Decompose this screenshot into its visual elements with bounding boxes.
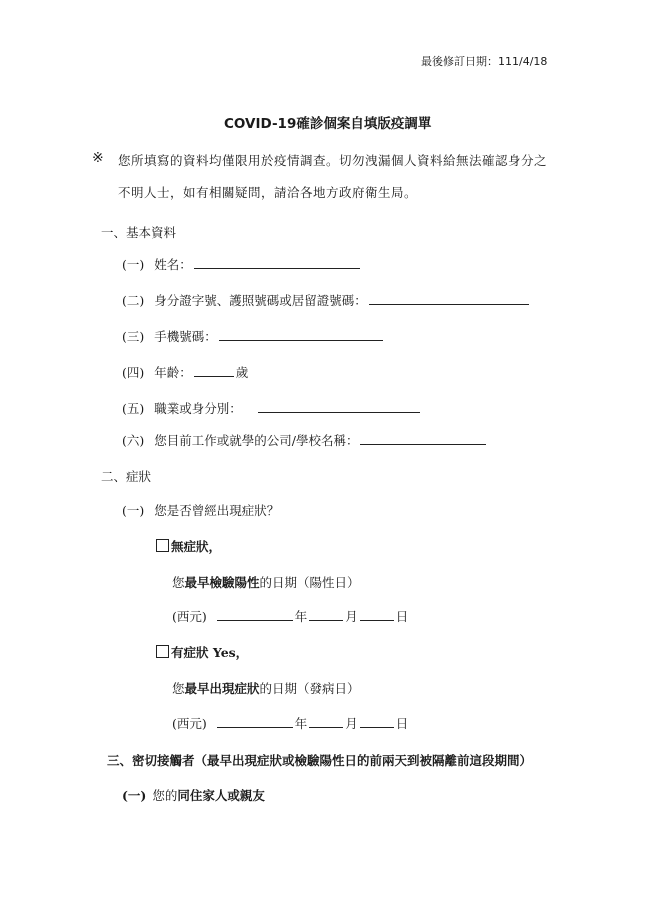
- question-num: (一): [122, 503, 145, 518]
- prompt-pre: 您: [172, 575, 185, 590]
- field-num: (四): [122, 365, 145, 380]
- name-input-line[interactable]: [194, 256, 360, 269]
- field-label: 職業或身分別：: [154, 401, 242, 416]
- onset-month-input[interactable]: [309, 715, 343, 728]
- prompt-bold: 最早出現症狀: [184, 681, 260, 696]
- field-num: (六): [122, 433, 145, 448]
- day-label: 日: [395, 609, 409, 624]
- positive-year-input[interactable]: [217, 608, 293, 621]
- field-num: (一): [122, 257, 145, 272]
- field-label: 手機號碼：: [154, 329, 217, 344]
- has-symptom-option[interactable]: [156, 643, 248, 661]
- field-age-row: [122, 363, 248, 381]
- field-company-row: [122, 431, 488, 449]
- year-label: 年: [294, 716, 308, 731]
- field-label: 年齡：: [154, 365, 192, 380]
- year-label: 年: [294, 609, 308, 624]
- positive-day-input[interactable]: [360, 608, 394, 621]
- field-name-row: [122, 255, 362, 273]
- sub-pre: 您的: [152, 788, 178, 803]
- onset-day-input[interactable]: [360, 715, 394, 728]
- field-num: (五): [122, 401, 145, 416]
- positive-date-row: [172, 607, 408, 625]
- sub-bold: 同住家人或親友: [177, 788, 265, 803]
- notice-mark: ※: [92, 150, 104, 166]
- field-label: 姓名：: [154, 257, 192, 272]
- onset-date-row: [172, 714, 408, 732]
- has-symptom-label: 有症狀 Yes，: [171, 645, 249, 660]
- id-input-line[interactable]: [369, 292, 529, 305]
- date-prefix: (西元): [172, 609, 207, 624]
- onset-year-input[interactable]: [217, 715, 293, 728]
- notice-line-1: 您所填寫的資料均僅限用於疫情調查。切勿洩漏個人資料給無法確認身分之: [118, 153, 548, 168]
- no-symptom-prompt: [172, 573, 360, 591]
- positive-month-input[interactable]: [309, 608, 343, 621]
- prompt-post: 的日期（發病日）: [259, 681, 360, 696]
- month-label: 月: [345, 609, 358, 624]
- date-prefix: (西元): [172, 716, 207, 731]
- prompt-post: 的日期（陽性日）: [259, 575, 360, 590]
- phone-input-line[interactable]: [219, 328, 383, 341]
- sub-num: (一): [122, 788, 147, 803]
- has-symptom-checkbox[interactable]: [156, 645, 169, 658]
- company-input-line[interactable]: [360, 432, 486, 445]
- revision-date: 最後修訂日期：111/4/18: [421, 55, 548, 68]
- field-phone-row: [122, 327, 385, 345]
- no-symptom-checkbox[interactable]: [156, 539, 169, 552]
- section-contacts-heading: 三、密切接觸者（最早出現症狀或檢驗陽性日的前兩天到被隔離前這段期間）: [107, 753, 533, 768]
- field-label: 身分證字號、護照號碼或居留證號碼：: [154, 293, 367, 308]
- contacts-sub-row: [122, 786, 265, 804]
- field-num: (三): [122, 329, 145, 344]
- occupation-input-line[interactable]: [258, 400, 420, 413]
- field-num: (二): [122, 293, 145, 308]
- prompt-bold: 最早檢驗陽性: [184, 575, 260, 590]
- no-symptom-label: 無症狀，: [171, 539, 222, 554]
- section-basic-heading: 一、基本資料: [101, 225, 177, 240]
- field-label: 您目前工作或就學的公司/學校名稱：: [154, 433, 359, 448]
- notice-line-2: 不明人士，如有相關疑問，請洽各地方政府衛生局。: [118, 185, 418, 200]
- age-input-line[interactable]: [194, 364, 234, 377]
- question-text: 您是否曾經出現症狀？: [154, 503, 280, 518]
- prompt-pre: 您: [172, 681, 185, 696]
- day-label: 日: [395, 716, 409, 731]
- symptom-question-row: [122, 501, 279, 519]
- page-title: COVID-19確診個案自填版疫調單: [224, 116, 432, 132]
- month-label: 月: [345, 716, 358, 731]
- section-symptoms-heading: 二、症狀: [101, 469, 152, 484]
- has-symptom-prompt: [172, 679, 360, 697]
- no-symptom-option[interactable]: [156, 537, 221, 555]
- age-suffix: 歲: [235, 365, 249, 380]
- field-id-row: [122, 291, 531, 309]
- field-occupation-row: [122, 399, 422, 417]
